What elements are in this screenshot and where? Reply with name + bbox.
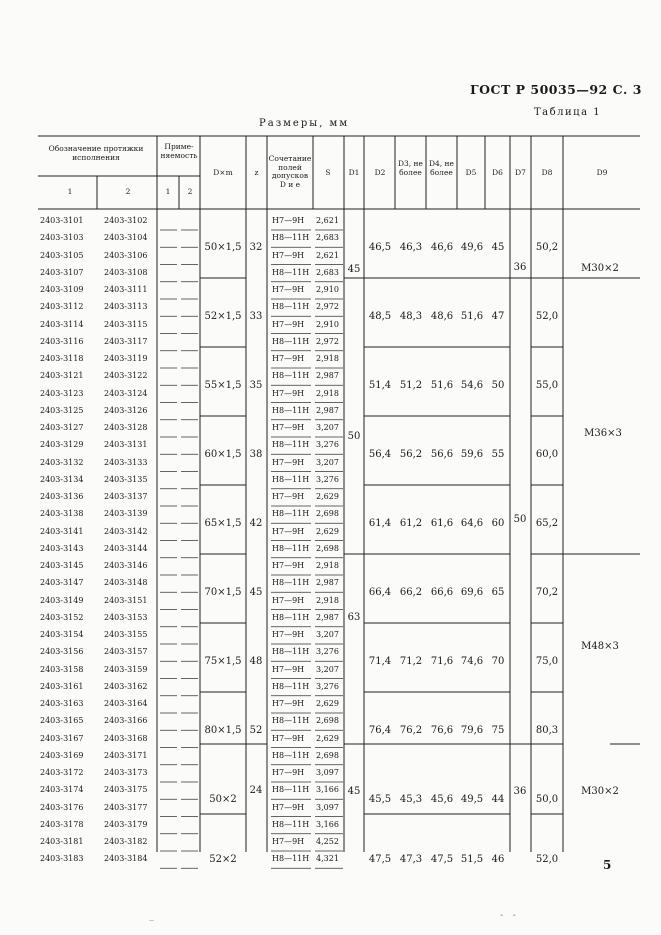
dimension-s: 2,987 [316, 405, 339, 415]
designation-variant-2: 2403-3182 [104, 837, 148, 846]
header-tolerance: Сочетание полей допусков D и е [268, 154, 312, 189]
dimension-s: 3,276 [316, 647, 339, 657]
designation-variant-1: 2403-3125 [40, 405, 84, 415]
dimension-s: 2,972 [316, 302, 339, 312]
designation-variant-1: 2403-3167 [40, 733, 84, 743]
designation-variant-2: 2403-3102 [104, 216, 148, 225]
designation-variant-2: 2403-3111 [104, 285, 148, 294]
group-dxm: 75×1,5 [204, 655, 242, 667]
group-z: 52 [249, 724, 263, 736]
group-z: 33 [249, 310, 263, 322]
group-dxm: 70×1,5 [204, 586, 242, 598]
tolerance-combination: H7—9H [272, 837, 305, 846]
tolerance-combination: H8—11H [272, 578, 310, 588]
group-d6: 50 [491, 379, 505, 391]
group-dxm: 60×1,5 [204, 448, 242, 460]
designation-variant-2: 2403-3115 [104, 319, 148, 329]
group-d2: 61,4 [368, 517, 392, 529]
group-z: 45 [249, 586, 263, 598]
group-d3: 76,2 [399, 724, 423, 736]
designation-variant-1: 2403-3145 [40, 561, 84, 570]
designation-variant-2: 2403-3164 [104, 699, 148, 708]
group-d4: 71,6 [430, 655, 454, 667]
merged-z-24: 24 [249, 785, 263, 796]
designation-variant-1: 2403-3141 [40, 526, 84, 536]
group-d4: 61,6 [430, 517, 454, 529]
dimension-s: 2,698 [316, 543, 339, 553]
dimension-s: 4,321 [316, 854, 339, 864]
designation-variant-1: 2403-3109 [40, 285, 84, 294]
dimension-s: 2,972 [316, 336, 339, 346]
designation-variant-1: 2403-3118 [40, 354, 84, 363]
dimension-s: 2,918 [316, 354, 339, 363]
tolerance-combination: H8—11H [272, 854, 310, 864]
header-variant-1: 1 [67, 187, 73, 196]
tolerance-combination: H8—11H [272, 543, 310, 553]
dimension-s: 2,629 [316, 492, 339, 501]
footer-dash-right: - - [500, 910, 519, 921]
group-d6: 55 [491, 448, 505, 460]
table-label: Таблица 1 [534, 107, 602, 118]
group-z: 35 [249, 379, 263, 391]
header-variant-2: 2 [125, 187, 131, 196]
group-d8: 70,2 [535, 586, 559, 598]
group-d4: 47,5 [430, 853, 454, 865]
group-d2: 51,4 [368, 379, 392, 391]
group-d8: 65,2 [535, 517, 559, 529]
dimension-s: 3,276 [316, 681, 339, 691]
tolerance-combination: H7—9H [272, 388, 305, 398]
tolerance-combination: H8—11H [272, 612, 310, 622]
merged-d1-45b: 45 [347, 786, 361, 797]
dimension-s: 2,918 [316, 561, 339, 570]
tolerance-combination: H7—9H [272, 768, 305, 777]
designation-variant-1: 2403-3132 [40, 457, 84, 467]
dimension-s: 2,910 [316, 285, 339, 294]
group-d4: 45,6 [430, 793, 454, 805]
tolerance-combination: H8—11H [272, 819, 310, 829]
tolerance-combination: H8—11H [272, 371, 310, 381]
group-d3: 66,2 [399, 586, 423, 598]
dimensions-label: Размеры, мм [259, 118, 350, 129]
dimension-s: 2,918 [316, 595, 339, 605]
tolerance-combination: H7—9H [272, 699, 305, 708]
designation-variant-2: 2403-3146 [104, 561, 148, 570]
header-d9: D9 [596, 168, 608, 177]
designation-variant-2: 2403-3104 [104, 233, 148, 243]
dimension-s: 3,166 [316, 819, 339, 829]
tolerance-combination: H7—9H [272, 630, 305, 639]
designation-variant-2: 2403-3117 [104, 336, 148, 346]
group-d6: 46 [491, 853, 505, 865]
merged-d7-36b: 36 [513, 786, 527, 797]
group-d5: 59,6 [460, 448, 484, 460]
designation-variant-1: 2403-3176 [40, 802, 84, 812]
group-d5: 51,5 [460, 853, 484, 865]
dimension-s: 2,629 [316, 733, 339, 743]
designation-variant-1: 2403-3121 [40, 371, 84, 381]
designation-variant-1: 2403-3105 [40, 250, 84, 260]
tolerance-combination: H8—11H [272, 302, 310, 312]
designation-variant-2: 2403-3166 [104, 716, 148, 726]
group-d5: 51,6 [460, 310, 484, 322]
designation-variant-1: 2403-3134 [40, 474, 84, 484]
designation-variant-1: 2403-3143 [40, 543, 84, 553]
designation-variant-2: 2403-3155 [104, 630, 148, 639]
dimension-s: 2,629 [316, 526, 339, 536]
header-d3: D3, не более [398, 159, 423, 177]
merged-d9-m48: M48×3 [581, 641, 619, 652]
tolerance-combination: H8—11H [272, 440, 310, 450]
tolerance-combination: H8—11H [272, 474, 310, 484]
tolerance-combination: H8—11H [272, 405, 310, 415]
designation-variant-1: 2403-3161 [40, 681, 84, 691]
tolerance-combination: H8—11H [272, 647, 310, 657]
designation-variant-1: 2403-3156 [40, 647, 84, 657]
designation-variant-2: 2403-3137 [104, 492, 148, 501]
dimension-s: 3,207 [316, 423, 339, 432]
group-d2: 71,4 [368, 655, 392, 667]
group-dxm: 65×1,5 [204, 517, 242, 529]
group-d5: 69,6 [460, 586, 484, 598]
designation-variant-1: 2403-3169 [40, 750, 84, 760]
tolerance-combination: H7—9H [272, 492, 305, 501]
group-d3: 61,2 [399, 517, 423, 529]
tolerance-combination: H7—9H [272, 561, 305, 570]
group-d2: 46,5 [368, 241, 392, 253]
designation-variant-1: 2403-3174 [40, 785, 84, 795]
group-d3: 47,3 [399, 853, 423, 865]
merged-d9-m30b: M30×2 [581, 786, 619, 797]
designation-variant-1: 2403-3114 [40, 319, 84, 329]
footer-dash-left: _ [149, 910, 157, 921]
designation-variant-2: 2403-3177 [104, 802, 148, 812]
group-d2: 47,5 [368, 853, 392, 865]
header-dxm: D×m [213, 168, 233, 177]
tolerance-combination: H7—9H [272, 457, 305, 467]
designation-variant-2: 2403-3108 [104, 267, 148, 277]
dimension-s: 3,097 [316, 802, 339, 812]
group-dxm: 55×1,5 [204, 379, 242, 391]
designation-variant-2: 2403-3184 [104, 854, 148, 864]
group-d5: 49,6 [460, 241, 484, 253]
page-number: 5 [603, 858, 612, 872]
dimension-s: 2,987 [316, 371, 339, 381]
dimension-s: 2,987 [316, 578, 339, 588]
tolerance-combination: H7—9H [272, 423, 305, 432]
merged-d1-45a: 45 [347, 264, 361, 275]
dimension-s: 3,097 [316, 768, 339, 777]
group-dxm: 50×1,5 [204, 241, 242, 253]
designation-variant-1: 2403-3127 [40, 423, 84, 432]
group-d3: 45,3 [399, 793, 423, 805]
group-d5: 54,6 [460, 379, 484, 391]
designation-variant-2: 2403-3126 [104, 405, 148, 415]
dimension-s: 2,698 [316, 750, 339, 760]
group-d6: 44 [491, 793, 505, 805]
group-z: 38 [249, 448, 263, 460]
designation-variant-1: 2403-3154 [40, 630, 84, 639]
group-d4: 76,6 [430, 724, 454, 736]
designation-variant-2: 2403-3179 [104, 819, 148, 829]
header-d6: D6 [492, 168, 503, 177]
designation-variant-2: 2403-3144 [104, 543, 148, 553]
group-d5: 79,6 [460, 724, 484, 736]
group-d3: 51,2 [399, 379, 423, 391]
merged-d9-m30a: M30×2 [581, 263, 619, 274]
group-d3: 56,2 [399, 448, 423, 460]
designation-variant-2: 2403-3119 [104, 354, 148, 363]
header-z: z [254, 168, 259, 177]
group-d8: 52,0 [535, 853, 559, 865]
header-d2: D2 [374, 168, 386, 177]
designation-variant-2: 2403-3175 [104, 785, 148, 795]
tolerance-combination: H7—9H [272, 216, 305, 225]
merged-d1-50: 50 [347, 431, 361, 442]
dimension-s: 2,918 [316, 388, 339, 398]
group-d4: 46,6 [430, 241, 454, 253]
dimension-s: 2,910 [316, 319, 339, 329]
header-d8: D8 [541, 168, 553, 177]
dimension-s: 2,621 [316, 216, 339, 225]
dimension-s: 3,166 [316, 785, 339, 795]
tolerance-combination: H8—11H [272, 267, 310, 277]
dimension-s: 3,207 [316, 664, 339, 674]
group-d4: 56,6 [430, 448, 454, 460]
group-dxm: 52×1,5 [204, 310, 242, 322]
group-dxm: 50×2 [209, 793, 237, 805]
dimension-s: 2,683 [316, 267, 339, 277]
designation-variant-1: 2403-3163 [40, 699, 84, 708]
group-d2: 76,4 [368, 724, 392, 736]
designation-variant-1: 2403-3158 [40, 664, 84, 674]
designation-variant-2: 2403-3171 [104, 750, 148, 760]
designation-variant-2: 2403-3122 [104, 371, 148, 381]
group-d3: 48,3 [399, 310, 423, 322]
designation-variant-1: 2403-3136 [40, 492, 84, 501]
group-d5: 64,6 [460, 517, 484, 529]
designation-variant-2: 2403-3142 [104, 526, 148, 536]
tolerance-combination: H7—9H [272, 250, 305, 260]
dimension-s: 4,252 [316, 837, 339, 846]
tolerance-combination: H7—9H [272, 526, 305, 536]
designation-variant-1: 2403-3112 [40, 302, 84, 312]
group-d6: 60 [491, 517, 505, 529]
tolerance-combination: H8—11H [272, 681, 310, 691]
designation-variant-2: 2403-3133 [104, 457, 148, 467]
header-s: S [325, 168, 331, 177]
group-d2: 66,4 [368, 586, 392, 598]
group-z: 32 [249, 241, 263, 253]
designation-variant-2: 2403-3153 [104, 612, 148, 622]
tolerance-combination: H8—11H [272, 233, 310, 243]
tolerance-combination: H8—11H [272, 509, 310, 519]
designation-variant-1: 2403-3165 [40, 716, 84, 726]
designation-variant-2: 2403-3124 [104, 388, 148, 398]
designation-variant-2: 2403-3159 [104, 664, 148, 674]
group-d6: 70 [491, 655, 505, 667]
designation-variant-1: 2403-3138 [40, 509, 84, 519]
dimension-s: 2,621 [316, 250, 339, 260]
dimension-s: 3,276 [316, 474, 339, 484]
tolerance-combination: H7—9H [272, 595, 305, 605]
group-dxm: 52×2 [209, 853, 237, 865]
tolerance-combination: H7—9H [272, 285, 305, 294]
designation-variant-2: 2403-3162 [104, 681, 148, 691]
dimension-s: 2,698 [316, 716, 339, 726]
group-d8: 80,3 [535, 724, 559, 736]
header-designation: Обозначение протяжки исполнения [48, 144, 144, 162]
tolerance-combination: H7—9H [272, 664, 305, 674]
merged-d9-m36: M36×3 [584, 428, 622, 439]
designation-variant-1: 2403-3123 [40, 388, 84, 398]
group-z: 48 [249, 655, 263, 667]
designation-variant-1: 2403-3129 [40, 440, 84, 450]
designation-variant-1: 2403-3183 [40, 854, 84, 864]
designation-variant-2: 2403-3168 [104, 733, 148, 743]
dimension-s: 3,276 [316, 440, 339, 450]
group-d4: 51,6 [430, 379, 454, 391]
merged-d7-36a: 36 [513, 262, 527, 273]
designation-variant-2: 2403-3157 [104, 647, 148, 657]
designation-variant-2: 2403-3135 [104, 474, 148, 484]
group-d8: 60,0 [535, 448, 559, 460]
tolerance-combination: H8—11H [272, 750, 310, 760]
tolerance-combination: H7—9H [272, 319, 305, 329]
designation-variant-2: 2403-3151 [104, 595, 148, 605]
dimension-s: 2,987 [316, 612, 339, 622]
designation-variant-1: 2403-3101 [40, 216, 84, 225]
designation-variant-2: 2403-3139 [104, 509, 148, 519]
designation-variant-2: 2403-3106 [104, 250, 148, 260]
tolerance-combination: H8—11H [272, 336, 310, 346]
tolerance-combination: H8—11H [272, 785, 310, 795]
dimension-s: 2,629 [316, 699, 339, 708]
dimension-s: 3,207 [316, 457, 339, 467]
merged-d1-63: 63 [347, 612, 361, 623]
header-applic-1: 1 [165, 187, 171, 196]
merged-d7-50: 50 [513, 514, 527, 525]
group-d3: 46,3 [399, 241, 423, 253]
group-d4: 66,6 [430, 586, 454, 598]
group-d2: 56,4 [368, 448, 392, 460]
designation-variant-1: 2403-3152 [40, 612, 84, 622]
header-d4: D4, не более [429, 159, 454, 177]
group-d8: 50,0 [535, 793, 559, 805]
header-d5: D5 [465, 168, 477, 177]
designation-variant-1: 2403-3103 [40, 233, 84, 243]
group-d3: 71,2 [399, 655, 423, 667]
dimension-s: 2,683 [316, 233, 339, 243]
designation-variant-2: 2403-3128 [104, 423, 148, 432]
group-d8: 55,0 [535, 379, 559, 391]
group-d6: 45 [491, 241, 505, 253]
designation-variant-2: 2403-3113 [104, 302, 148, 312]
designation-variant-2: 2403-3131 [104, 440, 148, 450]
tolerance-combination: H7—9H [272, 733, 305, 743]
group-d8: 75,0 [535, 655, 559, 667]
header-d1: D1 [348, 168, 360, 177]
designation-variant-1: 2403-3116 [40, 336, 84, 346]
group-d8: 50,2 [535, 241, 559, 253]
group-d4: 48,6 [430, 310, 454, 322]
header-d7: D7 [515, 168, 526, 177]
header-applic-2: 2 [187, 187, 193, 196]
group-d6: 75 [491, 724, 505, 736]
tolerance-combination: H7—9H [272, 802, 305, 812]
dimension-s: 3,207 [316, 630, 339, 639]
designation-variant-1: 2403-3149 [40, 595, 84, 605]
group-z: 42 [249, 517, 263, 529]
group-d6: 65 [491, 586, 505, 598]
tolerance-combination: H7—9H [272, 354, 305, 363]
header-applicability: Приме-няемость [160, 142, 198, 160]
designation-variant-1: 2403-3107 [40, 267, 84, 277]
document-header: ГОСТ Р 50035—92 С. 3 [470, 82, 642, 97]
tolerance-combination: H8—11H [272, 716, 310, 726]
group-dxm: 80×1,5 [204, 724, 242, 736]
group-d6: 47 [491, 310, 505, 322]
designation-variant-1: 2403-3178 [40, 819, 84, 829]
group-d2: 45,5 [368, 793, 392, 805]
designation-variant-1: 2403-3181 [40, 837, 84, 846]
designation-variant-1: 2403-3147 [40, 578, 84, 588]
designation-variant-2: 2403-3173 [104, 768, 148, 777]
dimension-s: 2,698 [316, 509, 339, 519]
designation-variant-2: 2403-3148 [104, 578, 148, 588]
group-d5: 74,6 [460, 655, 484, 667]
group-d8: 52,0 [535, 310, 559, 322]
group-d2: 48,5 [368, 310, 392, 322]
designation-variant-1: 2403-3172 [40, 768, 84, 777]
group-d5: 49,5 [460, 793, 484, 805]
